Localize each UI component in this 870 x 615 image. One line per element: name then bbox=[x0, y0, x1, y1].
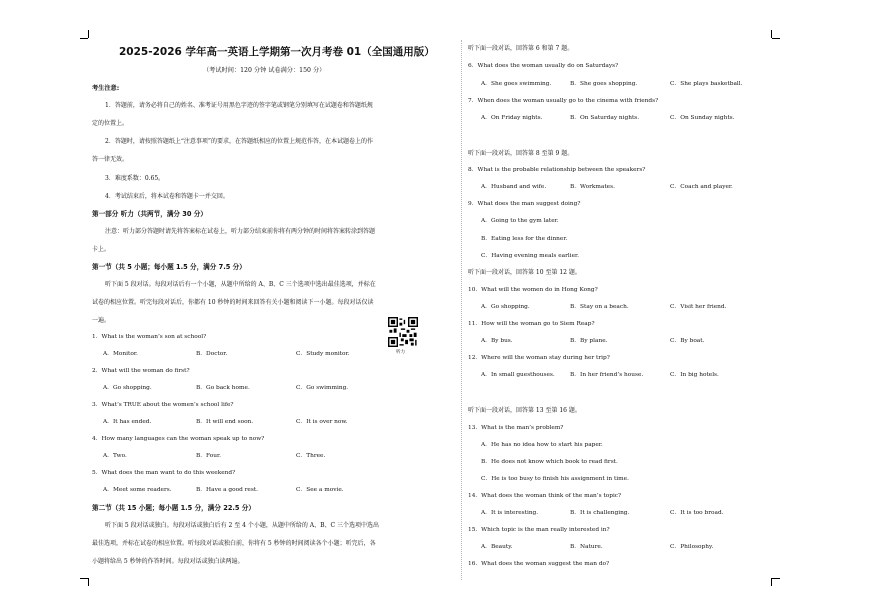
qr-caption: 听力 bbox=[396, 350, 405, 355]
option-14b: B．It is challenging. bbox=[570, 510, 630, 516]
note-line: 3．难度系数：0.65。 bbox=[105, 175, 165, 182]
question-4: 4．How many languages can the woman speak up to now? bbox=[92, 436, 265, 442]
option-14a: A．It is interesting. bbox=[481, 510, 539, 516]
corner-mark-top-left-h bbox=[80, 38, 88, 39]
note-line: 定的位置上。 bbox=[92, 120, 129, 127]
exam-title: 2025-2026 学年高一英语上学期第一次月考卷 01（全国通用版） bbox=[119, 46, 435, 58]
option-9b: B．Eating less for the dinner. bbox=[481, 236, 568, 242]
question-7: 7．When does the woman usually go to the cinema with friends? bbox=[468, 98, 659, 104]
note-line: 答一律无效。 bbox=[92, 156, 129, 163]
corner-mark-bottom-right-h bbox=[772, 578, 780, 579]
option-6a: A．She goes swimming. bbox=[481, 81, 552, 87]
option-4c: C．Three. bbox=[296, 453, 326, 459]
option-11c: C．By boat. bbox=[670, 338, 705, 344]
column-divider bbox=[461, 40, 462, 580]
option-14c: C．It is too broad. bbox=[670, 510, 724, 516]
section1-intro: 一遍。 bbox=[92, 317, 111, 324]
note-line: 2．答题时，请按照答题纸上“注意事项”的要求，在答题纸相应的位置上规范作答，在本试题卷上的作 bbox=[105, 138, 373, 145]
option-1b: B．Doctor. bbox=[196, 351, 228, 357]
option-12b: B．In her friend’s house. bbox=[570, 372, 644, 378]
option-15b: B．Nature. bbox=[570, 544, 603, 550]
option-4b: B．Four. bbox=[196, 453, 221, 459]
option-10b: B．Stay on a beach. bbox=[570, 304, 629, 310]
corner-mark-top-right-v bbox=[771, 30, 772, 38]
option-7b: B．On Saturday nights. bbox=[570, 115, 640, 121]
corner-mark-top-right-h bbox=[772, 38, 780, 39]
section1-intro: 试卷的相应位置。听完每段对话后，你都有 10 秒钟的时间来回答有关小题和阅读下一小题。每段对话仅读 bbox=[92, 299, 374, 306]
dialogue-heading: 听下面一段对话，回答第 6 和第 7 题。 bbox=[468, 45, 574, 52]
option-11a: A．By bus. bbox=[481, 338, 513, 344]
note-line: 1．答题前，请务必将自己的姓名、准考证号用黑色字迹的签字笔或钢笔分别填写在试题卷和答题纸规 bbox=[105, 102, 373, 109]
section2-intro: 最佳选项，并标在试卷的相应位置。听每段对话或独白前，你将有 5 秒钟的时间阅读各个小题；听完后，各 bbox=[92, 540, 376, 547]
option-8a: A．Husband and wife. bbox=[481, 184, 547, 190]
option-4a: A．Two. bbox=[103, 453, 127, 459]
section2-intro: 小题将给出 5 秒钟的作答时间。每段对话或独白读两遍。 bbox=[92, 558, 244, 565]
corner-mark-bottom-left-h bbox=[80, 578, 88, 579]
part1-note: 注意：听力部分答题时请先将答案标在试卷上，听力部分结束前你将有两分钟的时间将答案转涂到答题 bbox=[105, 228, 376, 235]
option-3b: B．It will end soon. bbox=[196, 419, 254, 425]
option-9a: A．Going to the gym later. bbox=[481, 218, 559, 224]
option-1c: C．Study monitor. bbox=[296, 351, 350, 357]
option-1a: A．Monitor. bbox=[103, 351, 138, 357]
dialogue-heading: 听下面一段对话，回答第 10 至第 12 题。 bbox=[468, 269, 581, 276]
question-12: 12．Where will the woman stay during her trip? bbox=[468, 355, 610, 361]
option-9c: C．Having evening meals earlier. bbox=[481, 253, 579, 259]
option-13c: C．He is too busy to finish his assignment in time. bbox=[481, 476, 629, 482]
dialogue-heading: 听下面一段对话，回答第 8 至第 9 题。 bbox=[468, 150, 574, 157]
note-line: 4．考试结束后，将本试卷和答题卡一并交回。 bbox=[105, 193, 229, 200]
question-13: 13．What is the man’s problem? bbox=[468, 425, 564, 431]
option-5a: A．Meet some readers. bbox=[103, 487, 172, 493]
question-3: 3．What’s TRUE about the women’s school life? bbox=[92, 402, 234, 408]
option-15a: A．Beauty. bbox=[481, 544, 513, 550]
question-11: 11．How will the woman go to Siem Reap? bbox=[468, 321, 595, 327]
part1-note: 卡上。 bbox=[92, 246, 111, 253]
question-15: 15．Which topic is the man really interested in? bbox=[468, 527, 610, 533]
qr-code-image bbox=[388, 317, 418, 347]
section2-heading: 第二节（共 15 小题；每小题 1.5 分，满分 22.5 分） bbox=[92, 504, 255, 512]
option-8c: C．Coach and player. bbox=[670, 184, 733, 190]
question-8: 8．What is the probable relationship between the speakers? bbox=[468, 167, 646, 173]
corner-mark-bottom-left-v bbox=[88, 578, 89, 586]
question-16: 16．What does the woman suggest the man do? bbox=[468, 561, 610, 567]
option-2b: B．Go back home. bbox=[196, 385, 250, 391]
question-14: 14．What does the woman think of the man’s topic? bbox=[468, 493, 622, 499]
corner-mark-top-left-v bbox=[88, 30, 89, 38]
option-10c: C．Visit her friend. bbox=[670, 304, 727, 310]
option-13a: A．He has no idea how to start his paper. bbox=[481, 442, 603, 448]
option-6c: C．She plays basketball. bbox=[670, 81, 743, 87]
option-2c: C．Go swimming. bbox=[296, 385, 349, 391]
option-11b: B．By plane. bbox=[570, 338, 608, 344]
notes-heading: 考生注意: bbox=[92, 85, 120, 92]
section2-intro: 听下面 5 段对话或独白。每段对话或独白后有 2 至 4 个小题，从题中所给的 A、B、C 三个选项中选出 bbox=[105, 522, 380, 529]
option-5c: C．See a movie. bbox=[296, 487, 344, 493]
option-7c: C．On Sunday nights. bbox=[670, 115, 735, 121]
option-2a: A．Go shopping. bbox=[103, 385, 152, 391]
part1-heading: 第一部分 听力（共两节，满分 30 分） bbox=[92, 210, 207, 218]
exam-subtitle: （考试时间：120 分钟 试卷满分：150 分） bbox=[203, 67, 326, 74]
option-13b: B．He does not know which book to read first. bbox=[481, 459, 618, 465]
option-6b: B．She goes shopping. bbox=[570, 81, 638, 87]
question-10: 10．What will the women do in Hong Kong? bbox=[468, 287, 598, 293]
option-3c: C．It is over now. bbox=[296, 419, 348, 425]
question-2: 2．What will the woman do first? bbox=[92, 368, 190, 374]
section1-heading: 第一节（共 5 小题；每小题 1.5 分，满分 7.5 分） bbox=[92, 263, 246, 271]
dialogue-heading: 听下面一段对话，回答第 13 至第 16 题。 bbox=[468, 407, 581, 414]
question-1: 1．What is the woman’s son at school? bbox=[92, 334, 207, 340]
section1-intro: 听下面 5 段对话。每段对话后有一个小题，从题中所给的 A、B、C 三个选项中选出最佳选项，并标在 bbox=[105, 281, 376, 288]
option-3a: A．It has ended. bbox=[103, 419, 152, 425]
question-9: 9．What does the man suggest doing? bbox=[468, 201, 581, 207]
question-6: 6．What does the woman usually do on Saturdays? bbox=[468, 63, 619, 69]
option-12a: A．In small guesthouses. bbox=[481, 372, 555, 378]
option-15c: C．Philosophy. bbox=[670, 544, 714, 550]
question-5: 5．What does the man want to do this weekend? bbox=[92, 470, 236, 476]
option-10a: A．Go shopping. bbox=[481, 304, 530, 310]
option-5b: B．Have a good rest. bbox=[196, 487, 259, 493]
option-7a: A．On Friday nights. bbox=[481, 115, 543, 121]
option-12c: C．In big hotels. bbox=[670, 372, 719, 378]
option-8b: B．Workmates. bbox=[570, 184, 615, 190]
corner-mark-bottom-right-v bbox=[771, 578, 772, 586]
